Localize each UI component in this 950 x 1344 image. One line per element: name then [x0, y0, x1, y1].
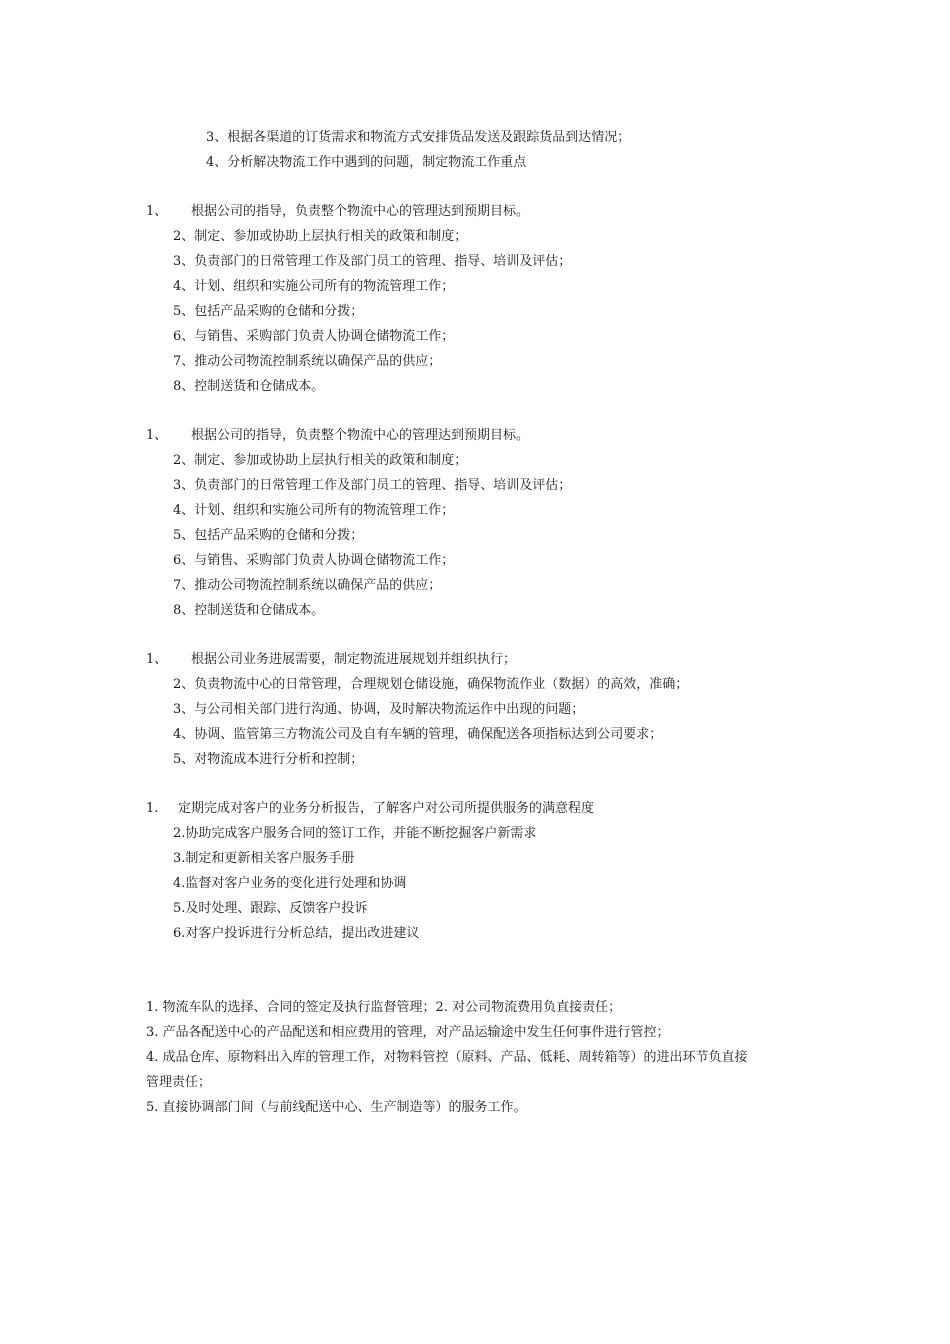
- block1-first-number: 1、: [146, 204, 168, 219]
- block1-item-3: 3、负责部门的日常管理工作及部门员工的管理、指导、培训及评估；: [173, 254, 572, 269]
- block1-first-text: 根据公司的指导，负责整个物流中心的管理达到预期目标。: [191, 204, 530, 219]
- block5-line-2: 3. 产品各配送中心的产品配送和相应费用的管理，对产品运输途中发生任何事件进行管控；: [146, 1025, 670, 1040]
- block4-item-3: 3.制定和更新相关客户服务手册: [173, 851, 355, 866]
- block3-item-2: 2、负责物流中心的日常管理，合理规划仓储设施，确保物流作业（数据）的高效，准确；: [173, 677, 689, 692]
- block4-first-text: 定期完成对客户的业务分析报告，了解客户对公司所提供服务的满意程度: [178, 801, 595, 816]
- block3-item-4: 4、协调、监管第三方物流公司及自有车辆的管理，确保配送各项指标达到公司要求；: [173, 727, 663, 742]
- block2-item-6: 6、与销售、采购部门负责人协调仓储物流工作；: [173, 553, 455, 568]
- block3-item-5: 5、对物流成本进行分析和控制；: [173, 752, 364, 767]
- block3-item-3: 3、与公司相关部门进行沟通、协调，及时解决物流运作中出现的问题；: [173, 702, 585, 717]
- block2-item-2: 2、制定、参加或协助上层执行相关的政策和制度；: [173, 453, 468, 468]
- block5-line-4: 管理责任；: [146, 1075, 212, 1090]
- block4-item-2: 2.协助完成客户服务合同的签订工作，并能不断挖掘客户新需求: [173, 826, 537, 841]
- block1-item-4: 4、计划、组织和实施公司所有的物流管理工作；: [173, 279, 455, 294]
- block1-item-8: 8、控制送货和仓储成本。: [173, 379, 325, 394]
- block2-item-7: 7、推动公司物流控制系统以确保产品的供应；: [173, 578, 442, 593]
- block1-item-5: 5、包括产品采购的仓储和分拨；: [173, 304, 364, 319]
- block1-item-7: 7、推动公司物流控制系统以确保产品的供应；: [173, 354, 442, 369]
- block5-line-1: 1. 物流车队的选择、合同的签定及执行监督管理；2. 对公司物流费用负直接责任；: [146, 1000, 622, 1015]
- block4-item-6: 6.对客户投诉进行分析总结，提出改进建议: [173, 926, 420, 941]
- block1-item-6: 6、与销售、采购部门负责人协调仓储物流工作；: [173, 329, 455, 344]
- block5-line-3: 4. 成品仓库、原物料出入库的管理工作，对物料管控（原料、产品、低耗、周转箱等）的进出环节负直接: [146, 1050, 748, 1065]
- block3-first-text: 根据公司业务进展需要，制定物流进展规划并组织执行；: [191, 652, 517, 667]
- block2-item-8: 8、控制送货和仓储成本。: [173, 603, 325, 618]
- block2-item-3: 3、负责部门的日常管理工作及部门员工的管理、指导、培训及评估；: [173, 478, 572, 493]
- block4-item-5: 5.及时处理、跟踪、反馈客户投诉: [173, 901, 368, 916]
- block4-first-number: 1.: [146, 801, 159, 816]
- block0-item-4: 4、分析解决物流工作中遇到的问题，制定物流工作重点: [206, 155, 527, 170]
- block3-first-number: 1、: [146, 652, 168, 667]
- block2-first-number: 1、: [146, 428, 168, 443]
- block5-line-5: 5. 直接协调部门间（与前线配送中心、生产制造等）的服务工作。: [146, 1100, 527, 1115]
- block0-item-3: 3、根据各渠道的订货需求和物流方式安排货品发送及跟踪货品到达情况；: [206, 130, 631, 145]
- block1-item-2: 2、制定、参加或协助上层执行相关的政策和制度；: [173, 229, 468, 244]
- block2-first-text: 根据公司的指导，负责整个物流中心的管理达到预期目标。: [191, 428, 530, 443]
- block2-item-4: 4、计划、组织和实施公司所有的物流管理工作；: [173, 503, 455, 518]
- block2-item-5: 5、包括产品采购的仓储和分拨；: [173, 528, 364, 543]
- block4-item-4: 4.监督对客户业务的变化进行处理和协调: [173, 876, 407, 891]
